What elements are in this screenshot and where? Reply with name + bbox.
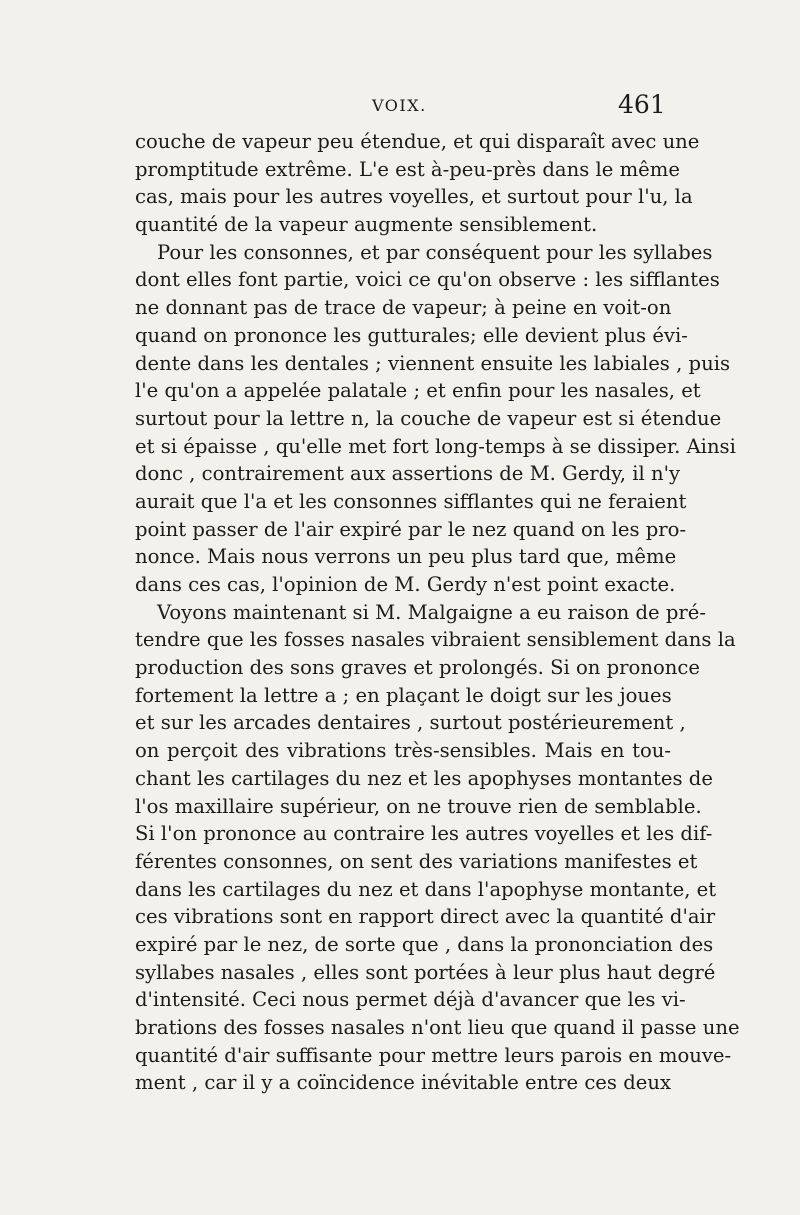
text-line: brations des fosses nasales n'ont lieu que quand il passe une <box>135 1016 740 1039</box>
text-line: dente dans les dentales ; viennent ensuite les labiales , puis <box>135 351 731 375</box>
text-line: et si épaisse , qu'elle met fort long-temps à se dissiper. Ainsi <box>135 434 736 458</box>
text-line: d'intensité. Ceci nous permet déjà d'avancer que les vi- <box>135 988 686 1012</box>
text-line: on perçoit des vibrations très-sensibles. Mais en tou- <box>135 739 671 763</box>
text-line: quantité d'air suffisante pour mettre leurs parois en mouve- <box>135 1043 732 1067</box>
text-line: ne donnant pas de trace de vapeur; à peine en voit-on <box>135 296 672 320</box>
text-line: surtout pour la lettre n, la couche de vapeur est si étendue <box>135 406 722 430</box>
text-line: donc , contrairement aux assertions de M. Gerdy, il n'y <box>135 462 681 486</box>
body-text <box>135 128 740 1097</box>
text-line: quand on prononce les gutturales; elle devient plus évi- <box>135 323 688 347</box>
text-line: aurait que l'a et les consonnes sifflantes qui ne feraient <box>135 489 687 513</box>
text-line: nonce. Mais nous verrons un peu plus tard que, même <box>135 545 677 569</box>
text-line: syllabes nasales , elles sont portées à leur plus haut degré <box>135 960 716 984</box>
text-line: l'e qu'on a appelée palatale ; et enfin pour les nasales, et <box>135 379 701 403</box>
running-title: VOIX. <box>372 96 427 115</box>
text-line: Si l'on prononce au contraire les autres voyelles et les dif- <box>135 822 713 846</box>
text-line: férentes consonnes, on sent des variations manifestes et <box>135 849 698 873</box>
text-line: et sur les arcades dentaires , surtout postérieurement , <box>135 711 686 735</box>
text-line: cas, mais pour les autres voyelles, et surtout pour l'u, la <box>135 185 693 209</box>
text-line: ces vibrations sont en rapport direct avec la quantité d'air <box>135 905 716 929</box>
text-line: promptitude extrême. L'e est à-peu-près dans le même <box>135 157 680 181</box>
text-line: production des sons graves et prolongés. Si on prononce <box>135 656 700 680</box>
text-line: l'os maxillaire supérieur, on ne trouve rien de semblable. <box>135 794 702 818</box>
text-line: quantité de la vapeur augmente sensiblement. <box>135 213 598 237</box>
text-line: Voyons maintenant si M. Malgaigne a eu raison de pré- <box>157 600 706 624</box>
text-line: Pour les consonnes, et par conséquent pour les syllabes <box>157 240 713 264</box>
page-header <box>0 90 800 126</box>
text-line: dans les cartilages du nez et dans l'apophyse montante, et <box>135 877 717 901</box>
text-line: fortement la lettre a ; en plaçant le doigt sur les joues <box>135 683 672 707</box>
text-line: expiré par le nez, de sorte que , dans la prononciation des <box>135 932 714 956</box>
text-line: tendre que les fosses nasales vibraient sensiblement dans la <box>135 628 736 652</box>
text-line: chant les cartilages du nez et les apophyses montantes de <box>135 766 713 790</box>
text-line: dont elles font partie, voici ce qu'on observe : les sifflantes <box>135 268 720 292</box>
text-line: couche de vapeur peu étendue, et qui disparaît avec une <box>135 130 700 153</box>
text-line: point passer de l'air expiré par le nez quand on les pro- <box>135 517 687 541</box>
text-line: dans ces cas, l'opinion de M. Gerdy n'est point exacte. <box>135 573 676 596</box>
page-number: 461 <box>618 90 666 119</box>
text-line: ment , car il y a coïncidence inévitable entre ces deux <box>135 1071 671 1095</box>
